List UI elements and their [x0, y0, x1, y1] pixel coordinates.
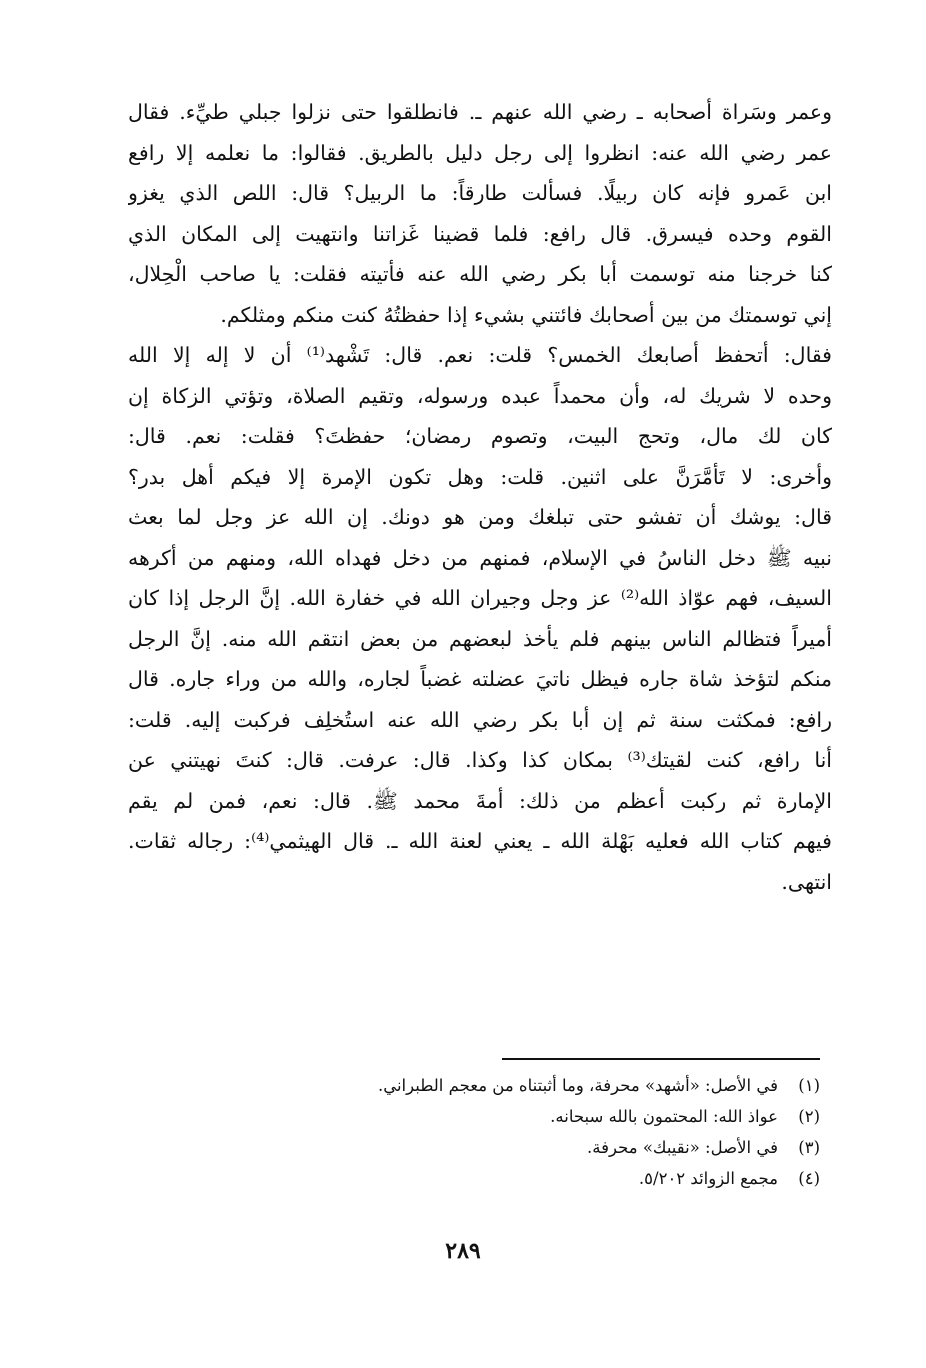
- footnote-text: عواذ الله: المحتمون بالله سبحانه.: [550, 1107, 778, 1126]
- footnotes: [260, 1070, 820, 1194]
- footnote-text: في الأصل: «نقيبك» محرفة.: [587, 1138, 778, 1157]
- text-line: كان لك مال، وتحج البيت، وتصوم رمضان؛ حفظتَ؟ فقلت: نعم. قال:: [128, 424, 832, 448]
- footnote-item: [260, 1132, 820, 1163]
- text-line: إني توسمتك من بين أصحابك فائتني بشيء إذا حفظتُهُ كنت منكم ومثلكم.: [220, 302, 832, 327]
- footnote-separator: [502, 1058, 820, 1060]
- footnote-item: [260, 1070, 820, 1101]
- text-line: وعمر وسَراة أصحابه ـ رضي الله عنهم ـ. فانطلقوا حتى نزلوا جبلي طيِّء. فقال: [128, 100, 832, 124]
- footnote-text: في الأصل: «أشهد» محرفة، وما أثبتناه من معجم الطبراني.: [377, 1076, 778, 1095]
- text-line: السيف، فهم عوّاذ الله⁽²⁾ عز وجل وجيران الله في خفارة الله. إنَّ الرجل إذا كان: [128, 586, 832, 610]
- footnote-number: (٣): [798, 1138, 820, 1157]
- main-text: [128, 92, 832, 902]
- text-line: قال: يوشك أن تفشو حتى تبلغك ومن هو دونك. إن الله عز وجل لما بعث: [128, 505, 832, 529]
- footnote-number: (٤): [798, 1169, 820, 1188]
- text-line: فيهم كتاب الله فعليه بَهْلة الله ـ يعني لعنة الله ـ. قال الهيثمي⁽⁴⁾: رجاله ثقات.: [128, 829, 832, 853]
- text-line: عمر رضي الله عنه: انظروا إلى رجل دليل بالطريق. فقالوا: ما نعلمه إلا رافع: [128, 140, 832, 165]
- page-number: ٢٨٩: [445, 1238, 481, 1264]
- footnote-item: [260, 1101, 820, 1132]
- text-line: وأخرى: لا تَأمَّرَنَّ على اثنين. قلت: وهل تكون الإمرة إلا فيكم أهل بدر؟: [128, 464, 832, 489]
- text-line: كنا خرجنا منه توسمت أبا بكر رضي الله عنه فأتيته فقلت: يا صاحب الْحِلال،: [128, 262, 832, 286]
- text-line: القوم وحده فيسرق. قال رافع: فلما قضينا غَزاتنا وانتهيت إلى المكان الذي: [128, 221, 832, 246]
- footnote-number: (١): [798, 1076, 820, 1095]
- text-line: أنا رافع، كنت لقيتك⁽³⁾ بمكان كذا وكذا. قال: عرفت. قال: كنتَ نهيتني عن: [128, 748, 832, 772]
- text-line: رافع: فمكثت سنة ثم إن أبا بكر رضي الله عنه استُخلِف فركبت إليه. قلت:: [128, 707, 832, 732]
- footnote-text: مجمع الزوائد ٥/٢٠٢.: [638, 1169, 778, 1188]
- text-line: الإمارة ثم ركبت أعظم من ذلك: أمةَ محمد ﷺ. قال: نعم، فمن لم يقم: [128, 788, 832, 813]
- text-line: نبيه ﷺ دخل الناسُ في الإسلام، فمنهم من دخل فهداه الله، ومنهم من أكرهه: [128, 545, 832, 570]
- footnote-number: (٢): [798, 1107, 820, 1126]
- text-line: فقال: أتحفظ أصابعك الخمس؟ قلت: نعم. قال: تَشْهد⁽¹⁾ أن لا إله إلا الله: [128, 343, 832, 367]
- text-line: ابن عَمرو فإنه كان ربيلًا. فسألت طارقاً: ما الربيل؟ قال: اللص الذي يغزو: [128, 181, 832, 205]
- text-line: وحده لا شريك له، وأن محمداً عبده ورسوله، وتقيم الصلاة، وتؤتي الزكاة إن: [128, 383, 832, 408]
- text-line: أميراً فتظالم الناس بينهم فلم يأخذ لبعضهم من بعض انتقم الله منه. إنَّ الرجل: [128, 626, 832, 651]
- footnote-item: [260, 1163, 820, 1194]
- text-line: انتهى.: [781, 869, 832, 894]
- text-line: منكم لتؤخذ شاة جاره فيظل ناتيَ عضلته غضباً لجاره، والله من وراء جاره. قال: [128, 667, 832, 691]
